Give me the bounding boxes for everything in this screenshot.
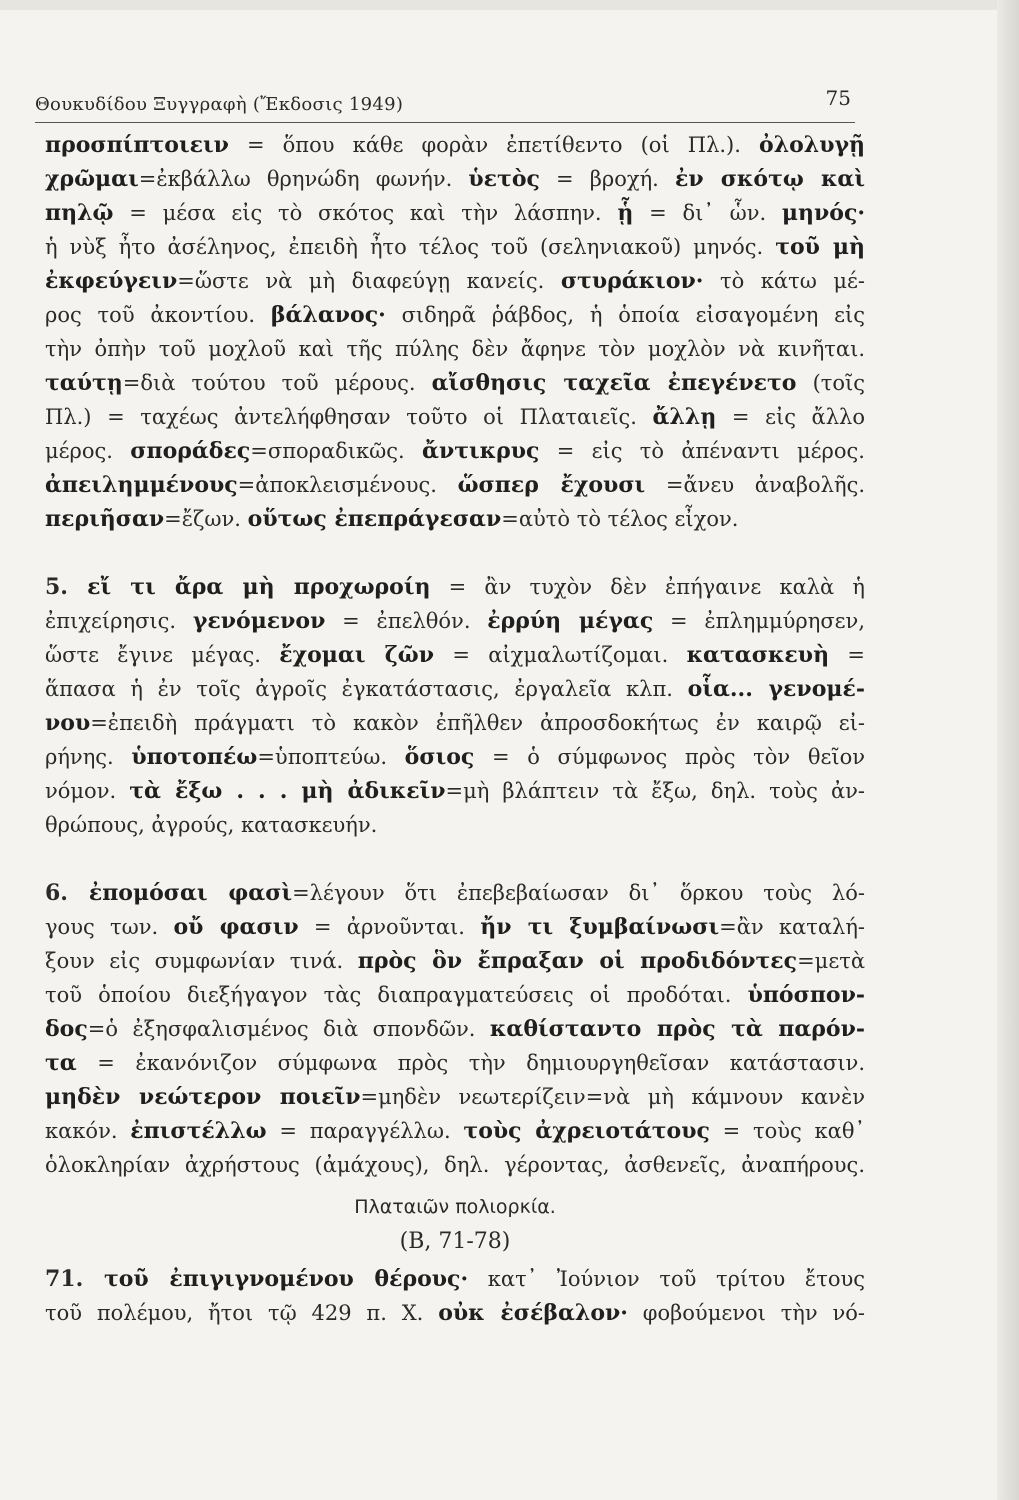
gloss: =ἐπειδὴ πράγματι τὸ κακὸν ἐπῆλθεν ἀπροσδοκήτως ἐν καιρῷ εἰ- bbox=[90, 711, 865, 735]
section-reference: (Β, 71-78) bbox=[399, 1229, 511, 1254]
text-line bbox=[45, 1148, 865, 1182]
gloss: =ἐκβάλλω θρηνώδη φωνήν. bbox=[138, 167, 469, 191]
page-number: 75 bbox=[825, 86, 851, 110]
text-line bbox=[45, 162, 865, 196]
gloss: φοβούμενοι τὴν νό- bbox=[627, 1301, 865, 1325]
gloss: = ἐπελθόν. bbox=[325, 609, 488, 633]
term: χρῶμαι bbox=[45, 166, 139, 192]
term: στυράκιον· bbox=[560, 268, 704, 294]
text-line bbox=[45, 910, 865, 944]
gloss: =σποραδικῶς. bbox=[250, 439, 423, 463]
term: οὔ φασιν bbox=[173, 914, 299, 940]
paragraph-gap bbox=[45, 536, 865, 570]
term: τοῦ ἐπιγιγνομένου θέρους· bbox=[103, 1266, 469, 1292]
gloss: τοῦ πολέμου, ἤτοι τῷ 429 π. Χ. bbox=[45, 1301, 439, 1325]
term: τα bbox=[45, 1050, 77, 1076]
gloss: ὥστε ἔγινε μέγας. bbox=[45, 643, 280, 667]
term: τὰ ἔξω . . . μὴ ἀδικεῖν bbox=[129, 778, 446, 804]
term: ταύτῃ bbox=[45, 370, 123, 396]
gloss: =διὰ τούτου τοῦ μέρους. bbox=[122, 371, 432, 395]
term: βάλανος· bbox=[270, 302, 386, 328]
term: ὑποτοπέω bbox=[131, 744, 258, 770]
gloss: =ἀποκλεισμένους. bbox=[237, 473, 458, 497]
gloss: Πλ.) = ταχέως ἀντελήφθησαν τοῦτο οἱ Πλαταιεῖς. bbox=[45, 405, 653, 429]
text-line bbox=[45, 332, 865, 366]
term: πρὸς ὃν ἔπραξαν οἱ προδιδόντες bbox=[357, 948, 798, 974]
paragraph-gap bbox=[45, 842, 865, 876]
gloss: ρήνης. bbox=[45, 745, 132, 769]
text-line bbox=[45, 366, 865, 400]
gloss: = αἰχμαλωτίζομαι. bbox=[434, 643, 687, 667]
text-line bbox=[45, 570, 865, 604]
section-title: Πλαταιῶν πολιορκία. bbox=[354, 1196, 556, 1218]
term: ὀλολυγῇ bbox=[759, 132, 865, 158]
text-line bbox=[45, 1012, 865, 1046]
term: τοῦ μὴ bbox=[775, 234, 866, 260]
gloss: = ἐκανόνιζον σύμφωνα πρὸς τὴν δημιουργηθεῖσαν κατάστασιν. bbox=[76, 1051, 865, 1075]
term: προσπίπτοιειν bbox=[45, 132, 229, 158]
term: ἤν τι ξυμβαίνωσι bbox=[480, 914, 720, 940]
term: ἐκφεύγειν bbox=[45, 268, 178, 294]
term: οὕτως ἐπεπράγεσαν bbox=[247, 506, 502, 532]
text-line bbox=[45, 1080, 865, 1114]
gloss: νόμον. bbox=[45, 779, 130, 803]
term: ἐρρύη μέγας bbox=[487, 608, 654, 634]
text-line bbox=[45, 706, 865, 740]
gloss: =ὥστε νὰ μὴ διαφεύγῃ κανείς. bbox=[177, 269, 561, 293]
text-line bbox=[45, 944, 865, 978]
gloss: = τοὺς καθ᾿ bbox=[709, 1119, 866, 1143]
term: ἐπομόσαι φασὶ bbox=[88, 880, 293, 906]
gloss: τὴν ὀπὴν τοῦ μοχλοῦ καὶ τῆς πύλης δὲν ἄφηνε τὸν μοχλὸν νὰ κινῆται. bbox=[45, 337, 865, 361]
text-line bbox=[45, 740, 865, 774]
text-line bbox=[45, 638, 865, 672]
gloss: = ἀρνοῦνται. bbox=[298, 915, 481, 939]
gloss: μέρος. bbox=[45, 439, 131, 463]
gloss: =λέγουν ὅτι ἐπεβεβαίωσαν δι᾿ ὅρκου τοὺς λό- bbox=[292, 881, 865, 905]
text-line bbox=[45, 468, 865, 502]
text-line bbox=[45, 604, 865, 638]
term: ἄντικρυς bbox=[422, 438, 540, 464]
term: ἄλλῃ bbox=[652, 404, 717, 430]
gloss: = ὁ σύμφωνος πρὸς τὸν θεῖον bbox=[474, 745, 865, 769]
body-text bbox=[45, 128, 865, 1330]
gloss: =μετὰ bbox=[797, 949, 865, 973]
term: αἴσθησις ταχεῖα ἐπεγένετο bbox=[431, 370, 797, 396]
text-line bbox=[45, 1262, 865, 1296]
gloss: =μὴ βλάπτειν τὰ ἔξω, δηλ. τοὺς ἀν- bbox=[445, 779, 866, 803]
header-title: Θουκυδίδου Ξυγγραφὴ (Ἔκδοσις 1949) bbox=[35, 94, 404, 115]
gloss: = ἂν τυχὸν δὲν ἐπήγαινε καλὰ ἡ bbox=[430, 575, 865, 599]
text-line bbox=[45, 1296, 865, 1330]
gloss: = bbox=[829, 643, 865, 667]
term: μηνός· bbox=[781, 200, 865, 226]
gloss: = ὅπου κάθε φορὰν ἐπετίθεντο (οἱ Πλ.). bbox=[228, 133, 760, 157]
running-header bbox=[35, 86, 855, 123]
text-line bbox=[45, 672, 865, 706]
text-line bbox=[45, 400, 865, 434]
text-line bbox=[45, 876, 865, 910]
gloss: = εἰς ἄλλο bbox=[716, 405, 865, 429]
term: μηδὲν νεώτερον ποιεῖν bbox=[45, 1084, 361, 1110]
term: γενόμενον bbox=[192, 608, 326, 634]
text-line bbox=[45, 1046, 865, 1080]
term: καθίσταντο πρὸς τὰ παρόν- bbox=[489, 1016, 865, 1042]
gloss: =ὑποπτεύω. bbox=[257, 745, 405, 769]
gloss: ὁλοκληρίαν ἀχρήστους (ἀμάχους), δηλ. γέροντας, ἀσθενεῖς, ἀναπήρους. bbox=[45, 1153, 865, 1177]
gloss: = δι᾿ ὧν. bbox=[633, 201, 782, 225]
gloss: =ἔζων. bbox=[164, 507, 248, 531]
term: κατασκευὴ bbox=[686, 642, 830, 668]
gloss: γους των. bbox=[45, 915, 174, 939]
text-line bbox=[45, 264, 865, 298]
term: ὅσιος bbox=[404, 744, 475, 770]
top-edge bbox=[0, 0, 1019, 10]
gloss: = εἰς τὸ ἀπέναντι μέρος. bbox=[539, 439, 865, 463]
gloss: = ἐπλημμύρησεν, bbox=[653, 609, 865, 633]
gloss: θρώπους, ἀγρούς, κατασκευήν. bbox=[45, 813, 378, 837]
gloss: ἅπασα ἡ ἐν τοῖς ἀγροῖς ἐγκατάστασις, ἐργαλεῖα κλπ. bbox=[45, 677, 688, 701]
gloss: = βροχή. bbox=[539, 167, 675, 191]
text-line bbox=[45, 808, 865, 842]
text-line bbox=[45, 298, 865, 332]
gloss: τὸ κάτω μέ- bbox=[703, 269, 865, 293]
text-line bbox=[45, 128, 865, 162]
gloss: = παραγγέλλω. bbox=[266, 1119, 464, 1143]
text-line bbox=[45, 230, 865, 264]
paragraph-number: 5. bbox=[45, 574, 88, 600]
gloss: =ἂν καταλή- bbox=[719, 915, 865, 939]
term: ὥσπερ ἔχουσι bbox=[457, 472, 646, 498]
gloss: =μηδὲν νεωτερίζειν=νὰ μὴ κάμνουν κανὲν bbox=[360, 1085, 865, 1109]
gloss: ἡ νὺξ ἦτο ἀσέληνος, ἐπειδὴ ἦτο τέλος τοῦ (σεληνιακοῦ) μηνός. bbox=[45, 235, 776, 259]
term: οὐκ ἐσέβαλον· bbox=[438, 1300, 628, 1326]
gloss: κατ᾿ Ἰούνιον τοῦ τρίτου ἔτους bbox=[468, 1267, 865, 1291]
term: δος bbox=[45, 1016, 88, 1042]
gloss: (τοῖς bbox=[796, 371, 866, 395]
text-line bbox=[45, 196, 865, 230]
text-line bbox=[45, 502, 865, 536]
text-line bbox=[45, 434, 865, 468]
term: ἀπειλημμένους bbox=[45, 472, 238, 498]
gloss: =ὁ ἐξησφαλισμένος διὰ σπονδῶν. bbox=[87, 1017, 490, 1041]
term: σποράδες bbox=[130, 438, 251, 464]
term: πηλῷ bbox=[45, 200, 114, 226]
text-line bbox=[45, 1114, 865, 1148]
term: εἴ τι ἄρα μὴ προχωροίη bbox=[87, 574, 431, 600]
term: τοὺς ἀχρειοτάτους bbox=[463, 1118, 710, 1144]
gloss: σιδηρᾶ ῥάβδος, ἡ ὁποία εἰσαγομένη εἰς bbox=[385, 303, 865, 327]
gloss: = μέσα εἰς τὸ σκότος καὶ τὴν λάσπην. bbox=[113, 201, 618, 225]
text-line bbox=[45, 978, 865, 1012]
gloss: κακόν. bbox=[45, 1119, 131, 1143]
term: περιῆσαν bbox=[45, 506, 165, 532]
paragraph-number: 6. bbox=[45, 880, 89, 906]
term: ἔχομαι ζῶν bbox=[279, 642, 435, 668]
term: ἐν σκότῳ καὶ bbox=[674, 166, 866, 192]
gloss: =ἄνευ ἀναβολῆς. bbox=[645, 473, 866, 497]
term: ἐπιστέλλω bbox=[130, 1118, 267, 1144]
term: νου bbox=[45, 710, 91, 736]
text-line bbox=[45, 774, 865, 808]
gloss: ἐπιχείρησις. bbox=[45, 609, 193, 633]
gloss: ξουν εἰς συμφωνίαν τινά. bbox=[45, 949, 358, 973]
term: ὑπόσπον- bbox=[747, 982, 865, 1008]
term: οἷα... γενομέ- bbox=[687, 676, 865, 702]
gloss: ρος τοῦ ἀκοντίου. bbox=[45, 303, 271, 327]
page-edge bbox=[997, 0, 1019, 1500]
gloss: =αὐτὸ τὸ τέλος εἶχον. bbox=[501, 507, 739, 531]
term: ὑετὸς bbox=[468, 166, 540, 192]
term: ᾗ bbox=[617, 200, 634, 226]
gloss: τοῦ ὁποίου διεξήγαγον τὰς διαπραγματεύσεις οἱ προδόται. bbox=[45, 983, 748, 1007]
paragraph-number: 71. bbox=[45, 1266, 104, 1292]
